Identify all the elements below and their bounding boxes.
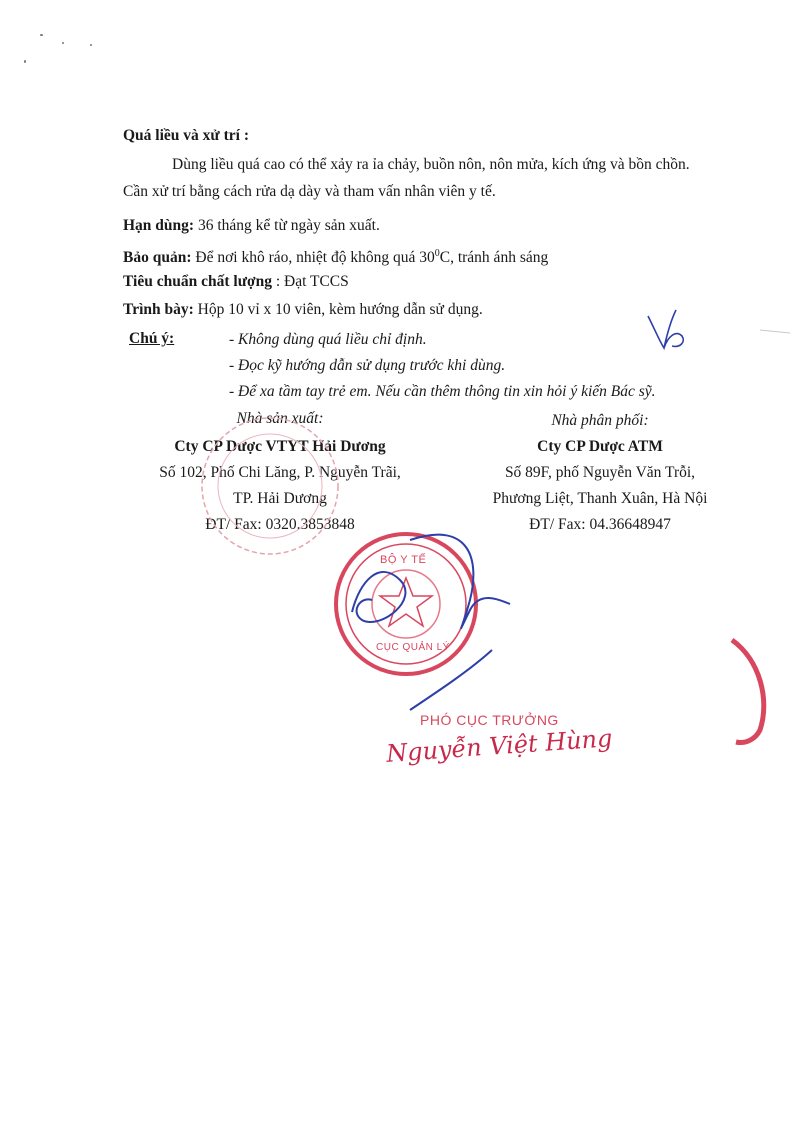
manufacturer-address-1: Số 102, Phố Chi Lăng, P. Nguyễn Trãi, — [159, 464, 401, 481]
distributor-address-2: Phương Liệt, Thanh Xuân, Hà Nội — [492, 490, 708, 507]
distributor-address-1: Số 89F, phố Nguyễn Văn Trỗi, — [504, 464, 696, 481]
signer-name: Nguyễn Việt Hùng — [385, 724, 614, 768]
scan-speck — [24, 60, 26, 63]
note-item-2: - Đọc kỹ hướng dẫn sử dụng trước khi dùng. — [229, 357, 506, 374]
quality-label: Tiêu chuẩn chất lượng — [123, 273, 272, 290]
overdose-text-2: Cần xử trí bằng cách rửa dạ dày và tham vấn nhân viên y tế. — [123, 183, 496, 200]
manufacturer-name: Cty CP Dược VTYT Hải Dương — [174, 438, 386, 455]
shelf-life-label: Hạn dùng: — [123, 217, 195, 234]
distributor-title: Nhà phân phối: — [551, 412, 649, 429]
distributor-phone: ĐT/ Fax: 04.36648947 — [529, 516, 671, 533]
shelf-life-value: 36 tháng kể từ ngày sản xuất. — [197, 217, 380, 234]
shelf-life-row — [123, 216, 380, 236]
packaging-value: Hộp 10 vỉ x 10 viên, kèm hướng dẫn sử dụng. — [197, 301, 483, 318]
overdose-text-1: Dùng liều quá cao có thể xảy ra ỉa chảy, buồn nôn, nôn mửa, kích ứng và bồn chồn. — [172, 156, 690, 173]
storage-row — [123, 244, 548, 268]
storage-value: Để nơi khô ráo, nhiệt độ không quá $30^0C$, tránh ánh sáng — [195, 248, 549, 267]
notes-label: Chú ý: — [129, 330, 175, 347]
manufacturer-title: Nhà sản xuất: — [236, 410, 324, 427]
distributor-name: Cty CP Dược ATM — [537, 438, 663, 455]
overdose-heading: Quá liều và xử trí : — [123, 127, 249, 144]
packaging-row — [123, 300, 483, 320]
scan-speck — [62, 42, 64, 44]
manufacturer-address-2: TP. Hải Dương — [233, 490, 327, 507]
storage-label: Bảo quản: — [123, 249, 192, 267]
scan-speck — [90, 44, 92, 46]
seal-top-text: BỘ Y TẾ — [380, 554, 427, 566]
note-item-1: - Không dùng quá liều chỉ định. — [229, 331, 427, 348]
seal-bottom-text: CỤC QUẢN LÝ — [376, 642, 450, 653]
manufacturer-phone: ĐT/ Fax: 0320.3853848 — [205, 516, 355, 533]
packaging-label: Trình bày: — [123, 301, 194, 318]
quality-row — [123, 272, 349, 292]
scan-speck — [40, 34, 43, 36]
approval-title: PHÓ CỤC TRƯỞNG — [420, 712, 559, 728]
note-item-3: - Để xa tầm tay trẻ em. Nếu cần thêm thông tin xin hỏi ý kiến Bác sỹ. — [229, 383, 656, 400]
quality-value: : Đạt TCCS — [275, 273, 349, 290]
